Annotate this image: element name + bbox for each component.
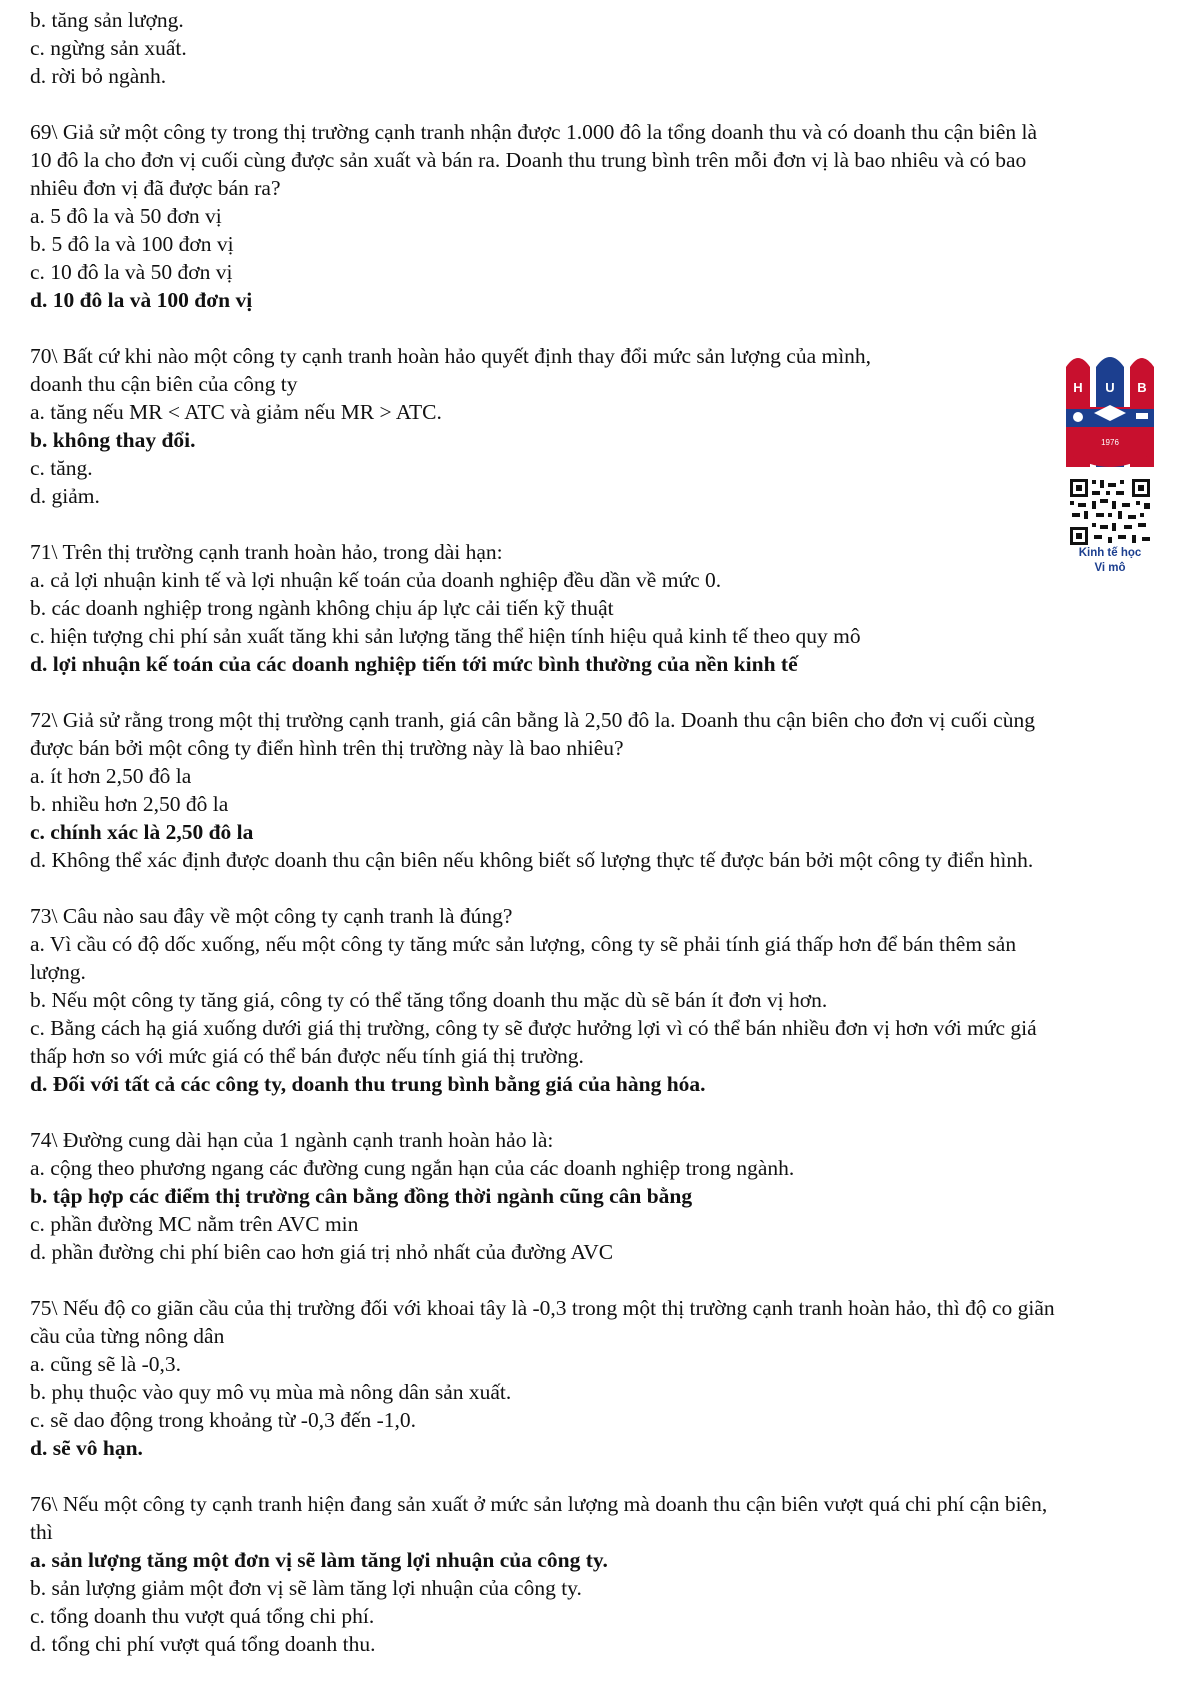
question-text: 71\ Trên thị trường cạnh tranh hoàn hảo, trong dài hạn: bbox=[30, 540, 503, 564]
option-text: d. giảm. bbox=[30, 484, 100, 508]
question-text: 73\ Câu nào sau đây về một công ty cạnh tranh là đúng? bbox=[30, 904, 513, 928]
option-text: c. ngừng sản xuất. bbox=[30, 36, 187, 60]
document-page bbox=[30, 6, 1180, 1658]
answer-option: d. Đối với tất cả các công ty, doanh thu trung bình bằng giá của hàng hóa. bbox=[30, 1072, 706, 1096]
option-text: c. 10 đô la và 50 đơn vị bbox=[30, 260, 233, 284]
option-text: c. Bằng cách hạ giá xuống dưới giá thị trường, công ty sẽ được hưởng lợi vì có thể bán nhiều đơn vị hơn với mức giá bbox=[30, 1016, 1037, 1040]
question-text: 72\ Giả sử rằng trong một thị trường cạnh tranh, giá cân bằng là 2,50 đô la. Doanh thu cận biên cho đơn vị cuối cùng bbox=[30, 708, 1035, 732]
answer-option: b. không thay đổi. bbox=[30, 428, 196, 452]
question-text: 69\ Giả sử một công ty trong thị trường cạnh tranh nhận được 1.000 đô la tổng doanh thu và có doanh thu cận biên là bbox=[30, 120, 1038, 144]
logo-caption-line-1: Kinh tế học bbox=[1078, 547, 1142, 559]
qr-code-icon bbox=[1068, 477, 1152, 547]
option-text: d. phần đường chi phí biên cao hơn giá trị nhỏ nhất của đường AVC bbox=[30, 1240, 614, 1264]
option-text: a. ít hơn 2,50 đô la bbox=[30, 764, 192, 788]
option-text: a. tăng nếu MR < ATC và giảm nếu MR > ATC. bbox=[30, 400, 442, 424]
question-text: nhiêu đơn vị đã được bán ra? bbox=[30, 176, 281, 200]
logo-letter-h: H bbox=[1073, 380, 1083, 395]
option-text: thấp hơn so với mức giá có thể bán được nếu tính giá thị trường. bbox=[30, 1044, 584, 1068]
question-text: thì bbox=[30, 1520, 53, 1544]
question-76 bbox=[30, 1490, 1180, 1658]
question-text: 74\ Đường cung dài hạn của 1 ngành cạnh tranh hoàn hảo là: bbox=[30, 1128, 554, 1152]
option-text: lượng. bbox=[30, 960, 86, 984]
question-text: 10 đô la cho đơn vị cuối cùng được sản xuất và bán ra. Doanh thu trung bình trên mỗi đơn vị là bao nhiêu và có bao bbox=[30, 148, 1027, 172]
question-text: 75\ Nếu độ co giãn cầu của thị trường đối với khoai tây là -0,3 trong một thị trường cạnh tranh hoàn hảo, thì độ co giãn bbox=[30, 1296, 1055, 1320]
question-text: 76\ Nếu một công ty cạnh tranh hiện đang sản xuất ở mức sản lượng mà doanh thu cận biên vượt quá chi phí cận biên, bbox=[30, 1492, 1048, 1516]
option-text: a. cả lợi nhuận kinh tế và lợi nhuận kế toán của doanh nghiệp đều dần về mức 0. bbox=[30, 568, 722, 592]
question-71 bbox=[30, 538, 1180, 678]
question-text: cầu của từng nông dân bbox=[30, 1324, 225, 1348]
answer-option: a. sản lượng tăng một đơn vị sẽ làm tăng lợi nhuận của công ty. bbox=[30, 1548, 608, 1572]
question-73 bbox=[30, 902, 1180, 1098]
option-text: a. 5 đô la và 50 đơn vị bbox=[30, 204, 222, 228]
option-text: b. Nếu một công ty tăng giá, công ty có thể tăng tổng doanh thu mặc dù sẽ bán ít đơn vị hơn. bbox=[30, 988, 828, 1012]
option-text: a. cộng theo phương ngang các đường cung ngắn hạn của các doanh nghiệp trong ngành. bbox=[30, 1156, 795, 1180]
question-text: 70\ Bất cứ khi nào một công ty cạnh tranh hoàn hảo quyết định thay đổi mức sản lượng của mình, bbox=[30, 344, 872, 368]
option-text: a. Vì cầu có độ dốc xuống, nếu một công ty tăng mức sản lượng, công ty sẽ phải tính giá thấp hơn để bán thêm sản bbox=[30, 932, 1017, 956]
option-text: c. tăng. bbox=[30, 456, 93, 480]
question-74 bbox=[30, 1126, 1180, 1266]
answer-option: d. 10 đô la và 100 đơn vị bbox=[30, 288, 253, 312]
logo-letter-u: U bbox=[1105, 380, 1115, 395]
answer-option: c. chính xác là 2,50 đô la bbox=[30, 820, 254, 844]
logo-letter-b: B bbox=[1137, 380, 1147, 395]
answer-option: d. sẽ vô hạn. bbox=[30, 1436, 143, 1460]
question-69 bbox=[30, 118, 1180, 314]
option-text: b. sản lượng giảm một đơn vị sẽ làm tăng lợi nhuận của công ty. bbox=[30, 1576, 582, 1600]
answer-option: d. lợi nhuận kế toán của các doanh nghiệp tiến tới mức bình thường của nền kinh tế bbox=[30, 652, 798, 676]
question-70 bbox=[30, 342, 990, 510]
option-text: c. tổng doanh thu vượt quá tổng chi phí. bbox=[30, 1604, 375, 1628]
option-text: b. 5 đô la và 100 đơn vị bbox=[30, 232, 234, 256]
option-text: c. hiện tượng chi phí sản xuất tăng khi sản lượng tăng thể hiện tính hiệu quả kinh tế theo quy mô bbox=[30, 624, 861, 648]
option-text: b. nhiều hơn 2,50 đô la bbox=[30, 792, 229, 816]
option-text: b. phụ thuộc vào quy mô vụ mùa mà nông dân sản xuất. bbox=[30, 1380, 512, 1404]
logo-year: 1976 bbox=[1101, 438, 1119, 447]
question-72 bbox=[30, 706, 1180, 874]
question-text: được bán bởi một công ty điển hình trên thị trường này là bao nhiêu? bbox=[30, 736, 624, 760]
logo-caption-line-2: Vi mô bbox=[1094, 562, 1126, 574]
option-text: d. rời bỏ ngành. bbox=[30, 64, 167, 88]
hub-shield-icon bbox=[1058, 347, 1162, 547]
option-text: b. các doanh nghiệp trong ngành không chịu áp lực cải tiến kỹ thuật bbox=[30, 596, 614, 620]
option-text: d. tổng chi phí vượt quá tổng doanh thu. bbox=[30, 1632, 376, 1656]
option-text: c. phần đường MC nằm trên AVC min bbox=[30, 1212, 359, 1236]
hub-logo bbox=[1058, 347, 1162, 633]
question-text: doanh thu cận biên của công ty bbox=[30, 372, 298, 396]
option-text: b. tăng sản lượng. bbox=[30, 8, 184, 32]
answer-option: b. tập hợp các điểm thị trường cân bằng đồng thời ngành cũng cân bằng bbox=[30, 1184, 693, 1208]
option-text: c. sẽ dao động trong khoảng từ -0,3 đến -1,0. bbox=[30, 1408, 417, 1432]
question-75 bbox=[30, 1294, 1180, 1462]
option-text: a. cũng sẽ là -0,3. bbox=[30, 1352, 182, 1376]
option-text: d. Không thể xác định được doanh thu cận biên nếu không biết số lượng thực tế được bán bởi một công ty điển hình. bbox=[30, 848, 1034, 872]
